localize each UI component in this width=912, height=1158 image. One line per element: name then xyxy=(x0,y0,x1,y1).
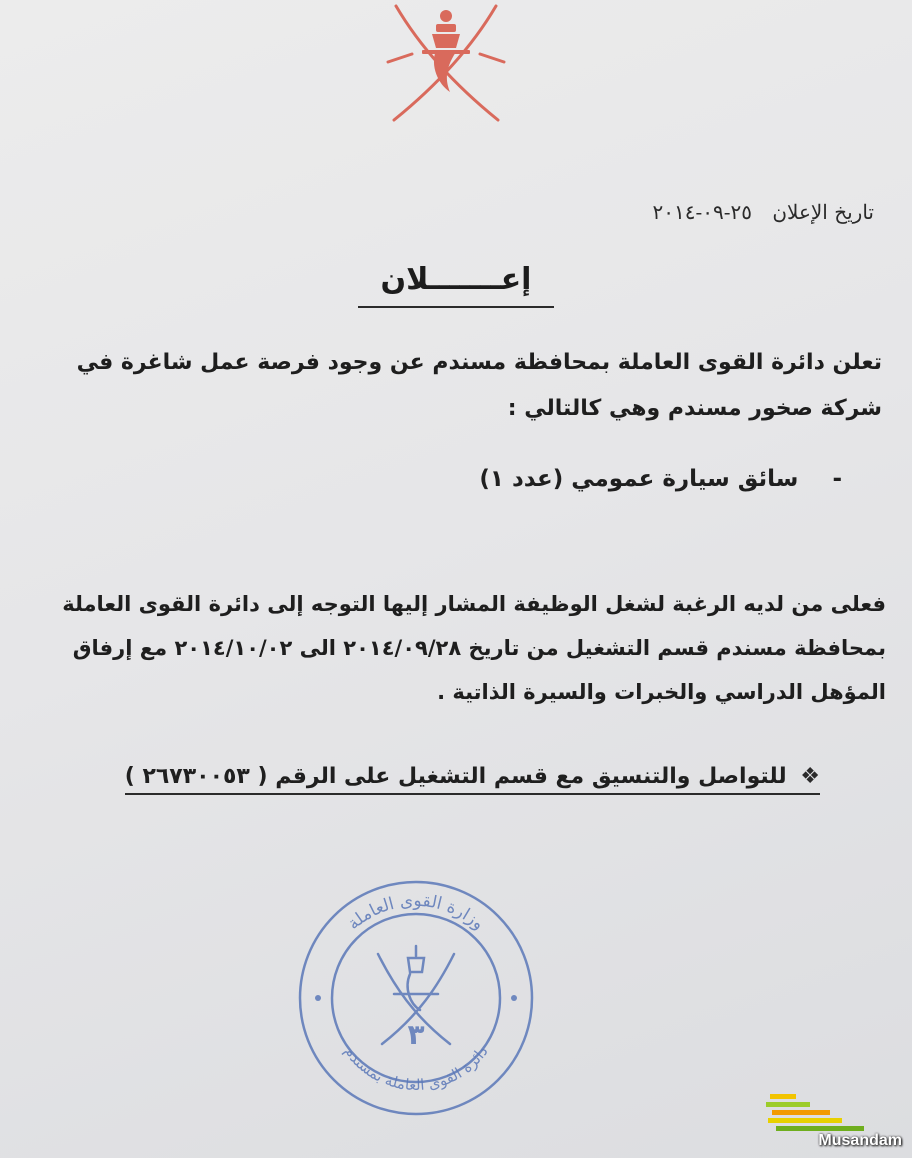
watermark-logo-icon xyxy=(766,1090,866,1134)
instructions-paragraph: فعلى من لديه الرغبة لشغل الوظيفة المشار إليها التوجه إلى دائرة القوى العاملة بمحافظة مسندم قسم التشغيل من تاريخ ٢٠١٤/٠٩/٢٨ الى ٢٠١٤/١٠/٠٢ مع إرفاق المؤهل الدراسي والخبرات والسيرة الذاتية . xyxy=(62,592,886,704)
stamp-bottom-text: دائرة القوى العاملة بمسندم xyxy=(340,1042,492,1095)
contact-line xyxy=(125,764,820,795)
intro-paragraph: تعلن دائرة القوى العاملة بمحافظة مسندم عن وجود فرصة عمل شاغرة في شركة صخور مسندم وهي كالتالي : xyxy=(76,350,882,421)
contact-text: للتواصل والتنسيق مع قسم التشغيل على الرقم ( ٢٦٧٣٠٠٥٣ ) xyxy=(124,764,787,789)
announcement-date xyxy=(653,200,875,224)
stamp-number: ٣ xyxy=(407,1018,425,1051)
site-watermark xyxy=(756,1090,906,1152)
job-position-text: سائق سيارة عمومي (عدد ١) xyxy=(479,466,799,492)
official-stamp xyxy=(294,876,538,1120)
diamond-bullet-icon: ❖ xyxy=(800,764,820,789)
page-title: إعـــــــلان xyxy=(380,262,532,297)
date-label: تاريخ الإعلان xyxy=(772,200,874,224)
job-position-item xyxy=(479,466,842,492)
date-value: ٢٥-٠٩-٢٠١٤ xyxy=(652,200,752,224)
watermark-text: Musandam xyxy=(818,1132,902,1149)
title-underline xyxy=(358,306,554,308)
dash-bullet: - xyxy=(832,466,842,492)
stamp-top-text: وزارة القوى العاملة xyxy=(343,890,489,935)
oman-emblem-icon xyxy=(376,0,516,128)
